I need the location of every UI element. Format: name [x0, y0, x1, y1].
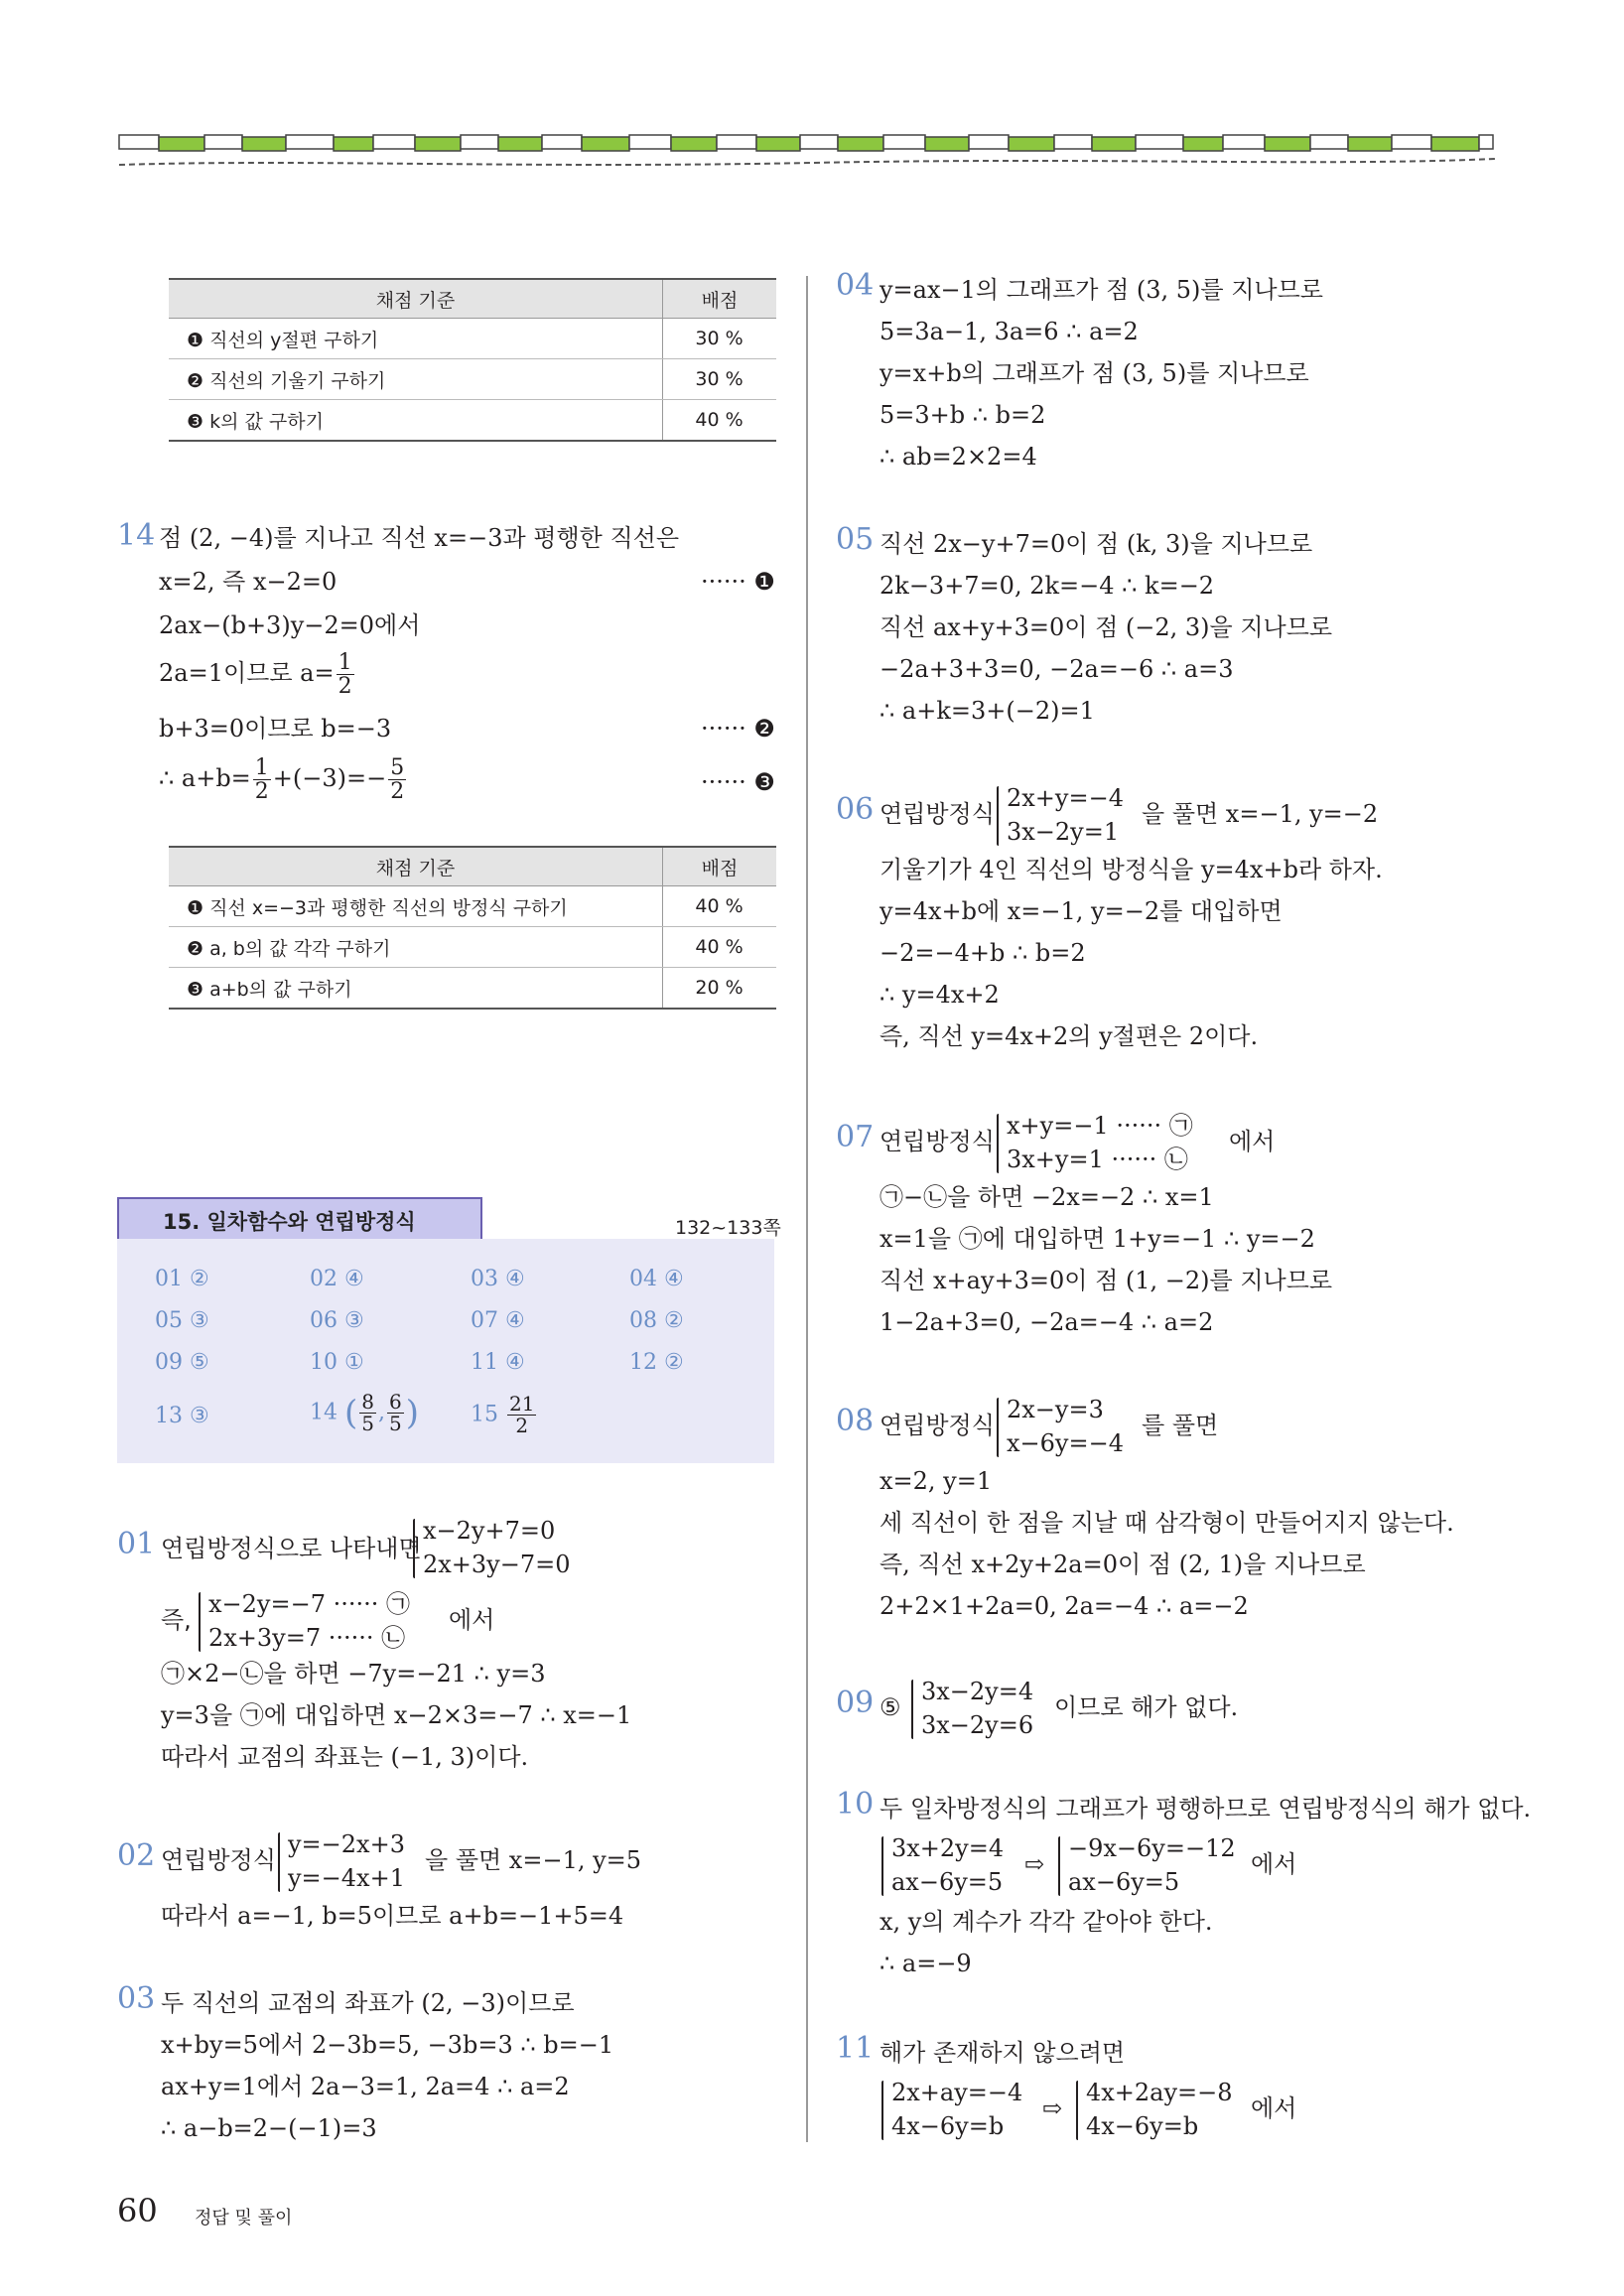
system-brace — [997, 786, 999, 846]
solution-line: 직선 x+ay+3=0이 점 (1, −2)를 지나므로 — [880, 1267, 1333, 1294]
table-cell-pct: 40 % — [663, 927, 777, 968]
system-brace — [1058, 1836, 1060, 1896]
solution-line: x=2, 즉 x−2=0 — [159, 568, 338, 596]
header-brick — [629, 135, 671, 149]
step-marker: ······ ❶ — [701, 568, 775, 596]
answer-item: 04 ④ — [629, 1267, 684, 1291]
solution-line: ∴ a−b=2−(−1)=3 — [161, 2114, 377, 2142]
problem-number: 09 — [836, 1686, 875, 1720]
solution-line: 즉, 직선 y=4x+2의 y절편은 2이다. — [880, 1022, 1259, 1050]
section-pages: 132~133쪽 — [675, 1217, 781, 1239]
step-marker: ······ ❸ — [701, 768, 775, 796]
equation: x+y=−1 ······ ㉠ — [1007, 1112, 1193, 1140]
header-brick — [159, 137, 204, 151]
answer-item: 12 ② — [629, 1350, 684, 1375]
section-title: 15. 일차함수와 연립방정식 — [163, 1210, 416, 1234]
answer-item: 08 ② — [629, 1308, 684, 1333]
problem-number: 11 — [836, 2031, 875, 2066]
solution-line: 2k−3+7=0, 2k=−4 ∴ k=−2 — [880, 572, 1215, 600]
system-brace — [1076, 2081, 1078, 2140]
answer-item: 07 ④ — [471, 1308, 525, 1333]
solution-line: ㉠−㉡을 하면 −2x=−2 ∴ x=1 — [880, 1183, 1214, 1211]
table-row: ❸ a+b의 값 구하기 — [169, 968, 663, 1010]
solution-line: 2a=1이므로 a= $\frac{1}{2}$ — [159, 650, 352, 700]
problem-number: 05 — [836, 522, 875, 557]
page-number: 60 — [117, 2192, 158, 2229]
solution-line: ax+y=1에서 2a−3=1, 2a=4 ∴ a=2 — [161, 2073, 570, 2100]
system-brace — [911, 1680, 913, 1739]
solution-line: ㉠×2−㉡을 하면 −7y=−21 ∴ y=3 — [161, 1660, 546, 1688]
solution-line: 따라서 교점의 좌표는 (−1, 3)이다. — [161, 1743, 529, 1771]
step-marker: ······ ❷ — [701, 715, 775, 743]
equation: ax−6y=5 — [1068, 1868, 1180, 1896]
solution-line: ⑤ — [880, 1693, 901, 1721]
grading-table-13 — [169, 278, 776, 442]
solution-line: ∴ a+k=3+(−2)=1 — [880, 697, 1095, 725]
solution-line: −2=−4+b ∴ b=2 — [880, 939, 1086, 967]
header-brick — [461, 135, 498, 149]
header-brick — [542, 135, 582, 149]
solution-line: −2a+3+3=0, −2a=−6 ∴ a=3 — [880, 655, 1234, 683]
solution-line: x+by=5에서 2−3b=5, −3b=3 ∴ b=−1 — [161, 2031, 614, 2059]
solution-line: 2+2×1+2a=0, 2a=−4 ∴ a=−2 — [880, 1592, 1249, 1620]
problem-number: 06 — [836, 792, 875, 827]
solution-line: 연립방정식 — [880, 800, 995, 828]
solution-line: 해가 존재하지 않으려면 — [880, 2039, 1126, 2067]
answer-item: 01 ② — [155, 1267, 209, 1291]
solution-line: 두 직선의 교점의 좌표가 (2, −3)이므로 — [161, 1989, 575, 2017]
system-brace — [997, 1398, 999, 1457]
table-cell-pct: 20 % — [663, 968, 777, 1010]
solution-line: 연립방정식으로 나타내면 — [161, 1535, 422, 1562]
solution-line: 기울기가 4인 직선의 방정식을 y=4x+b라 하자. — [880, 856, 1383, 883]
header-brick — [1223, 135, 1265, 149]
solution-line: 점 (2, −4)를 지나고 직선 x=−3과 평행한 직선은 — [159, 524, 680, 552]
table-row: ❶ 직선 x=−3과 평행한 직선의 방정식 구하기 — [169, 886, 663, 927]
solution-line: 이므로 해가 없다. — [1054, 1693, 1239, 1721]
solution-line: 에서 — [1251, 2094, 1297, 2122]
header-brick — [671, 137, 717, 151]
solution-line: y=ax−1의 그래프가 점 (3, 5)를 지나므로 — [880, 276, 1323, 304]
problem-number: 08 — [836, 1404, 875, 1438]
table-row: ❷ 직선의 기울기 구하기 — [169, 359, 663, 400]
header-dashed-line — [119, 159, 1495, 165]
solution-line: y=x+b의 그래프가 점 (3, 5)를 지나므로 — [880, 359, 1309, 387]
solution-line: x=1을 ㉠에 대입하면 1+y=−1 ∴ y=−2 — [880, 1225, 1315, 1253]
table-header-score: 배점 — [663, 279, 777, 319]
header-brick — [1479, 135, 1493, 149]
system-brace — [278, 1832, 280, 1892]
equation: 4x−6y=b — [891, 2112, 1005, 2140]
equation: x−2y+7=0 — [423, 1517, 556, 1545]
header-brick — [883, 135, 925, 149]
header-brick — [204, 135, 242, 149]
answer-item: 02 ④ — [310, 1267, 364, 1291]
equation: 3x−2y=6 — [921, 1711, 1034, 1739]
header-brick — [1136, 135, 1183, 149]
solution-line: 를 풀면 — [1142, 1412, 1219, 1439]
solution-line: 즉, 직선 x+2y+2a=0이 점 (2, 1)을 지나므로 — [880, 1551, 1366, 1578]
implies-arrow-icon: ⇨ — [1024, 1850, 1045, 1878]
solution-line: 5=3+b ∴ b=2 — [880, 401, 1046, 429]
solution-line: b+3=0이므로 b=−3 — [159, 715, 392, 743]
header-brick — [969, 135, 1009, 149]
equation: 2x−y=3 — [1007, 1396, 1104, 1423]
solution-line: ∴ a=−9 — [880, 1950, 972, 1977]
equation: 2x+ay=−4 — [891, 2079, 1023, 2106]
table-row: ❸ k의 값 구하기 — [169, 400, 663, 442]
solution-line: 연립방정식 — [880, 1412, 995, 1439]
equation: −9x−6y=−12 — [1068, 1834, 1236, 1862]
solution-line: 연립방정식 — [161, 1846, 276, 1874]
equation: ax−6y=5 — [891, 1868, 1004, 1896]
equation: 2x+3y=7 ······ ㉡ — [208, 1624, 406, 1652]
header-brick — [415, 137, 461, 151]
header-brick — [373, 135, 415, 149]
solution-line: 두 일차방정식의 그래프가 평행하므로 연립방정식의 해가 없다. — [880, 1795, 1532, 1823]
problem-number: 03 — [117, 1981, 156, 2016]
solution-line: 연립방정식 — [880, 1128, 995, 1155]
system-brace — [881, 2081, 883, 2140]
equation: x−2y=−7 ······ ㉠ — [208, 1590, 410, 1618]
solution-line: y=3을 ㉠에 대입하면 x−2×3=−7 ∴ x=−1 — [161, 1701, 632, 1729]
table-row: ❷ a, b의 값 각각 구하기 — [169, 927, 663, 968]
answer-item: 06 ③ — [310, 1308, 364, 1333]
equation: 3x−2y=1 — [1007, 818, 1120, 846]
solution-line: 을 풀면 x=−1, y=5 — [425, 1846, 642, 1874]
equation: x−6y=−4 — [1007, 1429, 1124, 1457]
table-header-criteria: 채점 기준 — [169, 847, 663, 886]
header-brick — [498, 137, 542, 151]
grading-table-14 — [169, 846, 776, 1010]
solution-line: 에서 — [449, 1606, 495, 1634]
header-brick — [756, 137, 800, 151]
answer-item: 03 ④ — [471, 1267, 525, 1291]
table-header-criteria: 채점 기준 — [169, 279, 663, 319]
solution-line: 즉, — [161, 1606, 192, 1634]
solution-line: ∴ y=4x+2 — [880, 981, 1000, 1009]
answer-item: 11 ④ — [471, 1350, 525, 1375]
table-cell-pct: 40 % — [663, 400, 777, 442]
equation: 2x+3y−7=0 — [423, 1551, 571, 1578]
section-tab — [117, 1197, 482, 1239]
problem-number: 01 — [117, 1527, 156, 1561]
problem-number: 02 — [117, 1838, 156, 1873]
problem-number: 04 — [836, 268, 875, 303]
implies-arrow-icon: ⇨ — [1042, 2094, 1063, 2122]
system-brace — [413, 1519, 415, 1578]
solution-line: 1−2a+3=0, −2a=−4 ∴ a=2 — [880, 1308, 1214, 1336]
header-brick — [1348, 137, 1392, 151]
table-cell-pct: 40 % — [663, 886, 777, 927]
solution-line: ∴ ab=2×2=4 — [880, 443, 1037, 471]
solution-line: 을 풀면 x=−1, y=−2 — [1142, 800, 1379, 828]
problem-number: 14 — [117, 518, 156, 553]
solution-line: 직선 2x−y+7=0이 점 (k, 3)을 지나므로 — [880, 530, 1313, 558]
solution-line: 2ax−(b+3)y−2=0에서 — [159, 611, 421, 639]
header-brick — [286, 135, 334, 149]
header-brick — [1265, 137, 1310, 151]
equation: 2x+y=−4 — [1007, 784, 1124, 812]
problem-number: 10 — [836, 1787, 875, 1822]
header-brick — [119, 135, 159, 149]
equation: 3x+y=1 ······ ㉡ — [1007, 1146, 1188, 1173]
equation: 4x−6y=b — [1086, 2112, 1199, 2140]
header-brick — [925, 137, 969, 151]
table-cell-pct: 30 % — [663, 359, 777, 400]
answer-item: 15 $\frac{21}{2}$ — [471, 1392, 535, 1437]
header-brick — [1183, 137, 1223, 151]
header-brick — [242, 137, 286, 151]
solution-line: ∴ a+b= $\frac{1}{2}$ +(−3)=− $\frac{5}{2}$ — [159, 755, 405, 805]
header-brick — [717, 135, 756, 149]
header-brick — [1092, 137, 1136, 151]
equation: y=−2x+3 — [288, 1830, 405, 1858]
solution-line: 따라서 a=−1, b=5이므로 a+b=−1+5=4 — [161, 1902, 624, 1930]
header-brick — [1310, 135, 1348, 149]
header-brick — [1054, 135, 1092, 149]
problem-number: 07 — [836, 1120, 875, 1154]
header-brick — [582, 137, 629, 151]
system-brace — [997, 1114, 999, 1173]
header-brick — [1431, 137, 1479, 151]
table-header-score: 배점 — [663, 847, 777, 886]
solution-line: 세 직선이 한 점을 지날 때 삼각형이 만들어지지 않는다. — [880, 1509, 1454, 1537]
header-brick — [334, 137, 373, 151]
solution-line: x, y의 계수가 각각 같아야 한다. — [880, 1908, 1213, 1936]
answer-item: 09 ⑤ — [155, 1350, 209, 1375]
equation: 4x+2ay=−8 — [1086, 2079, 1233, 2106]
header-brick — [1009, 137, 1054, 151]
solution-line: 에서 — [1229, 1128, 1276, 1155]
header-decoration — [117, 129, 1497, 175]
equation: 3x+2y=4 — [891, 1834, 1005, 1862]
equation: y=−4x+1 — [288, 1864, 405, 1892]
answer-item: 10 ① — [310, 1350, 364, 1375]
column-divider — [806, 276, 808, 2142]
header-brick — [1392, 135, 1431, 149]
solution-line: 5=3a−1, 3a=6 ∴ a=2 — [880, 318, 1139, 345]
solution-line: y=4x+b에 x=−1, y=−2를 대입하면 — [880, 897, 1283, 925]
answer-item: 13 ③ — [155, 1404, 209, 1428]
answer-item: 14 ( $\frac{8}{5}$ , $\frac{6}{5}$ ) — [310, 1390, 419, 1435]
system-brace — [199, 1592, 201, 1652]
equation: 3x−2y=4 — [921, 1678, 1034, 1705]
header-brick — [800, 135, 838, 149]
solution-line: x=2, y=1 — [880, 1467, 993, 1495]
solution-line: 에서 — [1251, 1850, 1297, 1878]
header-brick — [838, 137, 883, 151]
answer-item: 05 ③ — [155, 1308, 209, 1333]
footer-label: 정답 및 풀이 — [195, 2208, 293, 2228]
table-row: ❶ 직선의 y절편 구하기 — [169, 319, 663, 359]
table-cell-pct: 30 % — [663, 319, 777, 359]
system-brace — [881, 1836, 883, 1896]
solution-line: 직선 ax+y+3=0이 점 (−2, 3)을 지나므로 — [880, 613, 1333, 641]
